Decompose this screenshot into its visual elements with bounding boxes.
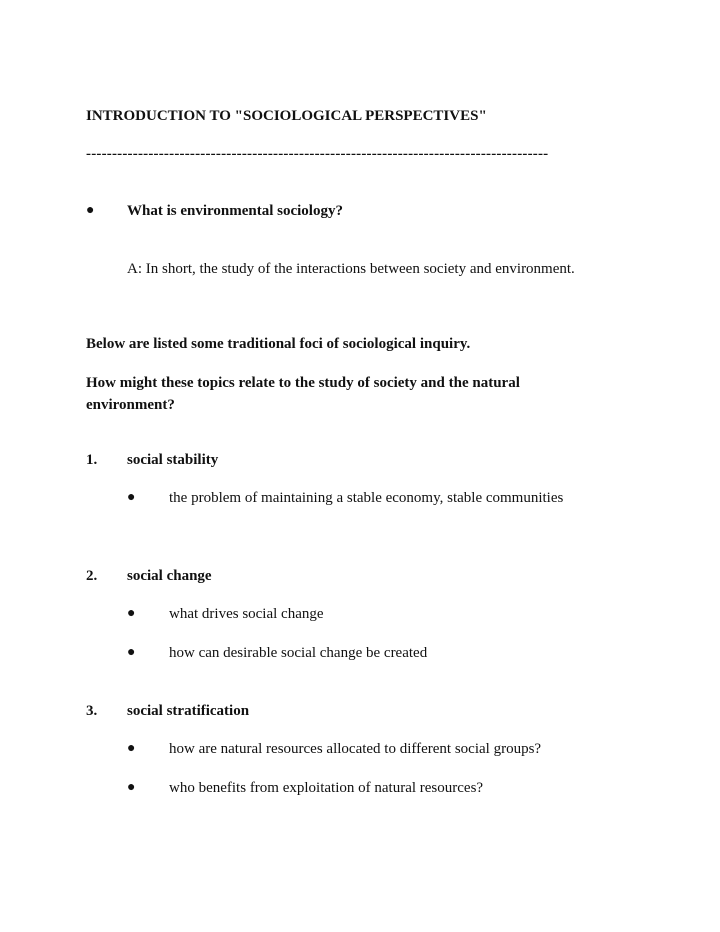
- list-item: how can desirable social change be created: [169, 645, 428, 661]
- section-number: 3.: [86, 703, 98, 719]
- intro-question-line2: environment?: [86, 397, 175, 413]
- section-number: 1.: [86, 452, 98, 468]
- section-number: 2.: [86, 568, 98, 584]
- bullet-icon: ●: [127, 645, 136, 660]
- question-heading: What is environmental sociology?: [127, 203, 343, 219]
- title-divider: -----------------------------------------------------------------------------------------: [86, 146, 549, 162]
- document-title: INTRODUCTION TO "SOCIOLOGICAL PERSPECTIVES": [86, 108, 487, 124]
- section-heading-social-stratification: social stratification: [127, 703, 250, 719]
- bullet-icon: ●: [127, 780, 136, 795]
- bullet-icon: ●: [127, 606, 136, 621]
- bullet-icon: ●: [127, 741, 136, 756]
- bullet-icon: ●: [86, 203, 95, 218]
- list-item: what drives social change: [169, 606, 324, 622]
- answer-text: A: In short, the study of the interactions between society and environment.: [127, 261, 575, 277]
- intro-question-line1: How might these topics relate to the study of society and the natural: [86, 375, 520, 391]
- section-heading-social-stability: social stability: [127, 452, 219, 468]
- section-heading-social-change: social change: [127, 568, 212, 584]
- list-item: who benefits from exploitation of natural resources?: [169, 780, 484, 796]
- bullet-icon: ●: [127, 490, 136, 505]
- list-item: the problem of maintaining a stable economy, stable communities: [169, 490, 564, 506]
- list-item: how are natural resources allocated to different social groups?: [169, 741, 542, 757]
- intro-statement: Below are listed some traditional foci of sociological inquiry.: [86, 336, 471, 352]
